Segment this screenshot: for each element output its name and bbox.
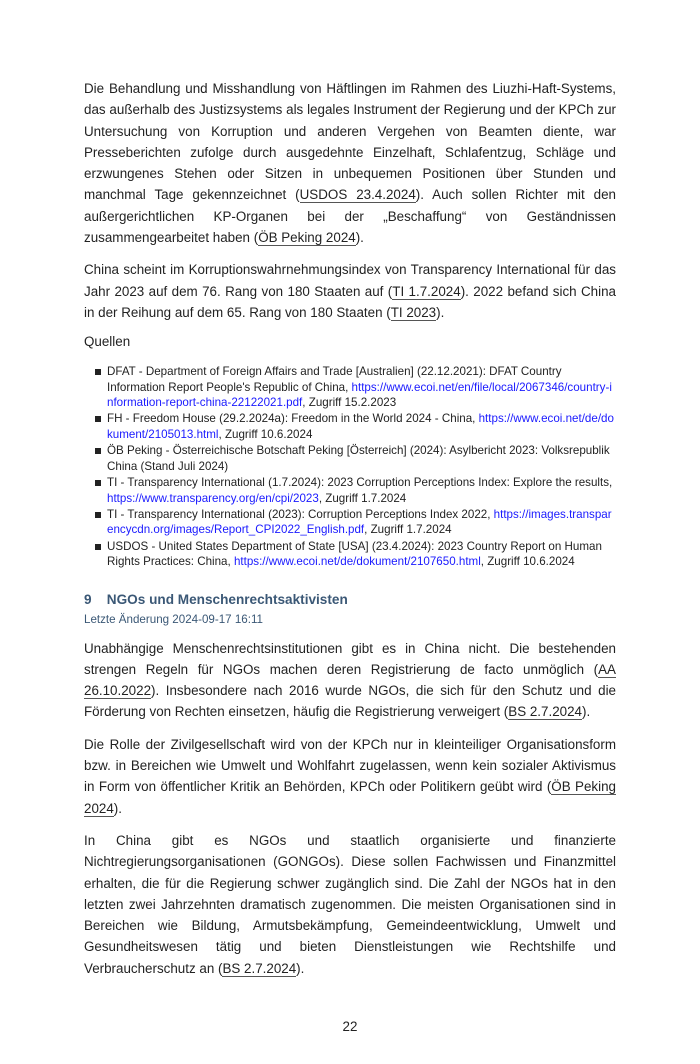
paragraph — [84, 830, 616, 979]
paragraph — [84, 78, 616, 248]
citation-link[interactable]: ÖB Peking 2024 — [84, 779, 617, 816]
source-url-link[interactable]: https://www.ecoi.net/en/file/local/2067346/country-information-report-china-22122021.pdf — [107, 380, 612, 410]
citation-link[interactable]: ÖB Peking 2024 — [258, 230, 356, 246]
text-run: , Zugriff 15.2.2023 — [302, 396, 397, 410]
section-heading — [84, 592, 616, 607]
text-run: , Zugriff 1.7.2024 — [364, 523, 452, 537]
sources-list — [84, 364, 616, 569]
source-url-link[interactable]: https://www.transparency.org/en/cpi/2023 — [107, 491, 319, 505]
text-run: Die Behandlung und Misshandlung von Häftlingen im Rahmen des Liuzhi-Haft-Systems, das außerhalb des Justizsystems als legales Instrument der Regierung und der KPCh zur Untersuchung von Korruption und anderen Vergehen von Beamten diente, war Presseberichten zufolge durch ausgedehnte Einzelhaft, Schlafentzug, Schläge und erzwungenes Stehen oder Sitzen in unbequemen Positionen über Stunden und manchmal Tage gekennzeichnet ( — [84, 81, 616, 203]
document-page — [84, 0, 616, 979]
text-run: ). 2022 befand sich China in der Reihung auf dem 65. Rang von 180 Staaten ( — [84, 283, 616, 320]
citation-link[interactable]: BS 2.7.2024 — [508, 704, 582, 720]
text-run: ). — [582, 704, 591, 720]
text-run: Die Rolle der Zivilgesellschaft wird von der KPCh nur in kleinteiliger Organisationsform bzw. in Bereichen wie Umwelt und Wohlfahrt zugelassen, wenn kein sozialer Aktivismus in Form von öffentlicher Kritik an Behörden, KPCh oder Politikern geübt wird ( — [84, 736, 616, 795]
source-item — [107, 443, 616, 474]
source-item — [107, 475, 616, 506]
text-run: ). — [436, 304, 445, 320]
source-url-link[interactable]: https://images.transparencycdn.org/images/Report_CPI2022_English.pdf — [107, 507, 612, 537]
text-run: DFAT - Department of Foreign Affairs and Trade [Australien] (22.12.2021): DFAT Country Information Report People's Republic of China, — [107, 365, 562, 394]
body-text-top — [84, 78, 616, 323]
page-number: 22 — [342, 1019, 358, 1034]
section-title: NGOs und Menschenrechtsaktivisten — [106, 591, 348, 607]
text-run: ). Insbesondere nach 2016 wurde NGOs, die sich für den Schutz und die Förderung von Rechten einsetzen, häufig die Registrierung verweigert ( — [84, 683, 616, 720]
source-item — [107, 364, 616, 410]
text-run: ). — [296, 960, 305, 976]
paragraph — [84, 259, 616, 323]
text-run: In China gibt es NGOs und staatlich organisierte und finanzierte Nichtregierungsorganisationen (GONGOs). Diese sollen Fachwissen und Finanzmittel erhalten, die für die Regierung schwer zugänglich sind. Die Zahl der NGOs hat in den letzten zwei Jahrzehnten dramatisch zugenommen. Die meisten Organisationen sind in Bereichen wie Bildung, Armutsbekämpfung, Gemeindeentwicklung, Umwelt und Gesundheitswesen tätig und bieten Dienstleistungen wie Rechtshilfe und Verbraucherschutz an ( — [84, 832, 616, 976]
last-changed: Letzte Änderung 2024-09-17 16:11 — [84, 612, 263, 626]
section-number: 9 — [84, 591, 92, 607]
text-run: ). — [355, 230, 364, 246]
text-run: Unabhängige Menschenrechtsinstitutionen gibt es in China nicht. Die bestehenden strengen Regeln für NGOs machen deren Registrierung de facto unmöglich ( — [84, 640, 616, 677]
text-run: TI - Transparency International (1.7.2024): 2023 Corruption Perceptions Index: Explore the results, — [107, 476, 613, 490]
paragraph — [84, 734, 616, 819]
text-run: , Zugriff 10.6.2024 — [218, 427, 313, 441]
text-run: China scheint im Korruptionswahrnehmungsindex von Transparency International für das Jahr 2023 auf dem 76. Rang von 180 Staaten auf ( — [84, 262, 616, 299]
citation-link[interactable]: USDOS 23.4.2024 — [299, 187, 416, 203]
text-run: USDOS - United States Department of State [USA] (23.4.2024): 2023 Country Report on Human Rights Practices: China, — [107, 539, 602, 569]
sources-label: Quellen — [84, 334, 131, 350]
source-url-link[interactable]: https://www.ecoi.net/de/dokument/2107650.html — [233, 555, 481, 569]
text-run: TI - Transparency International (2023): Corruption Perceptions Index 2022, — [107, 507, 494, 521]
text-run: ). Auch sollen Richter mit den außergerichtlichen KP-Organen bei der „Beschaffung“ von Geständnissen zusammengearbeitet haben ( — [84, 187, 616, 246]
source-url-link[interactable]: https://www.ecoi.net/de/dokument/2105013.html — [107, 412, 614, 441]
body-text-section — [84, 638, 616, 979]
paragraph — [84, 638, 616, 723]
text-run: ). — [113, 800, 122, 816]
citation-link[interactable]: TI 1.7.2024 — [392, 283, 461, 299]
text-run: ÖB Peking - Österreichische Botschaft Peking [Österreich] (2024): Asylbericht 2023: Volksrepublik China (Stand Juli 2024) — [107, 444, 610, 473]
citation-link[interactable]: BS 2.7.2024 — [222, 960, 297, 976]
citation-link[interactable]: AA 26.10.2022 — [84, 661, 616, 699]
citation-link[interactable]: TI 2023 — [390, 304, 437, 320]
text-run: , Zugriff 1.7.2024 — [318, 491, 407, 505]
text-run: , Zugriff 10.6.2024 — [480, 555, 575, 569]
source-item — [107, 507, 616, 538]
source-item — [107, 411, 616, 442]
text-run: FH - Freedom House (29.2.2024a): Freedom in the World 2024 - China, — [107, 412, 479, 426]
source-item — [107, 539, 616, 570]
